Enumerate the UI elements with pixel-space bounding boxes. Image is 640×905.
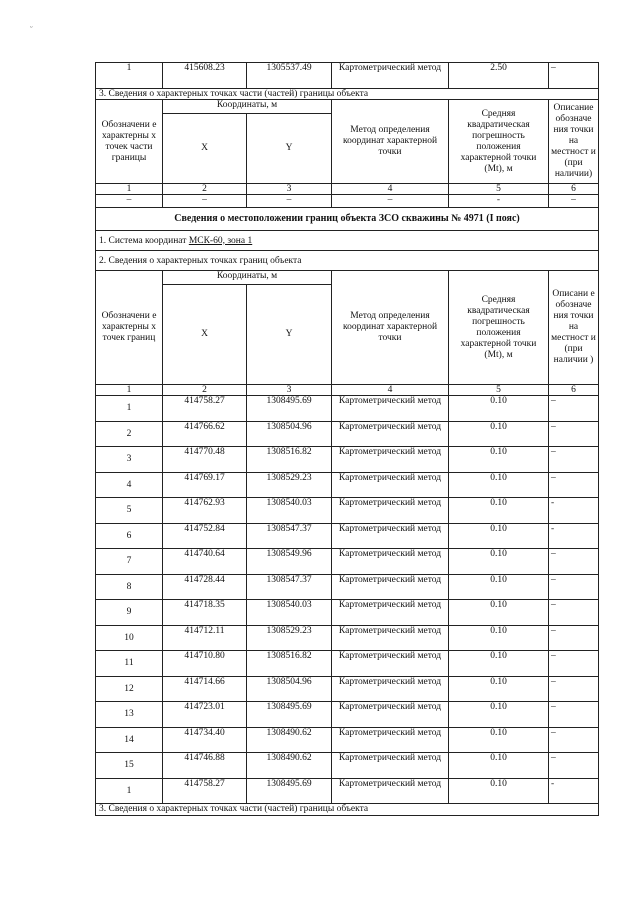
header-description: Описани е обозначе ния точки на местност и (при наличии ) — [549, 271, 599, 385]
header-designation: Обозначени е характерны х точек части границы — [96, 100, 163, 184]
description: – — [549, 600, 599, 626]
dash: – — [332, 195, 449, 208]
point-number: 6 — [96, 523, 163, 549]
header-coordinates: Координаты, м — [163, 271, 332, 285]
description: – — [549, 574, 599, 600]
point-number: 4 — [96, 472, 163, 498]
error-value: 0.10 — [449, 523, 549, 549]
table-row — [96, 498, 599, 524]
method: Картометрический метод — [332, 472, 449, 498]
colnum: 6 — [549, 184, 599, 195]
error-value: 0.10 — [449, 421, 549, 447]
coord-x: 414723.01 — [163, 702, 247, 728]
coord-x: 414758.27 — [163, 396, 247, 422]
coord-y: 1308504.96 — [247, 421, 332, 447]
method: Картометрический метод — [332, 625, 449, 651]
coord-x: 414766.62 — [163, 421, 247, 447]
method: Картометрический метод — [332, 63, 449, 89]
method: Картометрический метод — [332, 600, 449, 626]
description: – — [549, 753, 599, 779]
header-y: Y — [247, 114, 332, 184]
coord-x: 414734.40 — [163, 727, 247, 753]
description: – — [549, 727, 599, 753]
description: – — [549, 676, 599, 702]
table-row — [96, 63, 599, 89]
dash: - — [449, 195, 549, 208]
coord-y: 1308540.03 — [247, 498, 332, 524]
method: Картометрический метод — [332, 574, 449, 600]
header-error: Средняя квадратическая погрешность положения характерной точки (Мt), м — [449, 271, 549, 385]
coord-x: 415608.23 — [163, 63, 247, 89]
point-number: 12 — [96, 676, 163, 702]
error-value: 0.10 — [449, 472, 549, 498]
table-row — [96, 549, 599, 575]
point-number: 14 — [96, 727, 163, 753]
error-value: 0.10 — [449, 498, 549, 524]
coord-x: 414752.84 — [163, 523, 247, 549]
method: Картометрический метод — [332, 523, 449, 549]
error-value: 0.10 — [449, 727, 549, 753]
description: – — [549, 63, 599, 89]
error-value: 0.10 — [449, 447, 549, 473]
description: – — [549, 702, 599, 728]
description: - — [549, 778, 599, 804]
coord-x: 414740.64 — [163, 549, 247, 575]
coord-x: 414762.93 — [163, 498, 247, 524]
document-sheet — [95, 62, 598, 816]
coord-system-prefix: 1. Система координат — [99, 235, 189, 246]
coord-x: 414746.88 — [163, 753, 247, 779]
point-number: 2 — [96, 421, 163, 447]
point-number: 15 — [96, 753, 163, 779]
method: Картометрический метод — [332, 727, 449, 753]
dash-row — [96, 195, 599, 208]
coord-y: 1308504.96 — [247, 676, 332, 702]
column-numbers — [96, 385, 599, 396]
table-row — [96, 676, 599, 702]
method: Картометрический метод — [332, 651, 449, 677]
error-value: 0.10 — [449, 651, 549, 677]
table-row — [96, 574, 599, 600]
zso-title: Сведения о местоположении границ объекта ЗСО скважины № 4971 (I пояс) — [96, 208, 599, 231]
column-numbers — [96, 184, 599, 195]
coord-y: 1308549.96 — [247, 549, 332, 575]
coord-x: 414710.80 — [163, 651, 247, 677]
colnum: 4 — [332, 184, 449, 195]
point-number: 3 — [96, 447, 163, 473]
coord-y: 1308495.69 — [247, 778, 332, 804]
colnum: 5 — [449, 184, 549, 195]
table-row — [96, 523, 599, 549]
table-row — [96, 421, 599, 447]
error-value: 0.10 — [449, 600, 549, 626]
boundary-table — [95, 62, 599, 816]
section-heading-part: 3. Сведения о характерных точках части (частей) границы объекта — [96, 804, 599, 816]
section-heading-points: 2. Сведения о характерных точках границ объекта — [96, 251, 599, 271]
table-row — [96, 753, 599, 779]
coord-y: 1308516.82 — [247, 651, 332, 677]
section-heading-part: 3. Сведения о характерных точках части (частей) границы объекта — [96, 89, 599, 100]
dash: – — [247, 195, 332, 208]
coord-y: 1308547.37 — [247, 523, 332, 549]
coord-x: 414770.48 — [163, 447, 247, 473]
coord-y: 1308490.62 — [247, 727, 332, 753]
error-value: 0.10 — [449, 396, 549, 422]
colnum: 6 — [549, 385, 599, 396]
colnum: 4 — [332, 385, 449, 396]
table-row — [96, 472, 599, 498]
error-value: 0.10 — [449, 753, 549, 779]
colnum: 1 — [96, 385, 163, 396]
dash: – — [96, 195, 163, 208]
coord-y: 1308495.69 — [247, 702, 332, 728]
header-coordinates: Координаты, м — [163, 100, 332, 114]
method: Картометрический метод — [332, 498, 449, 524]
header-method: Метод определения координат характерной точки — [332, 100, 449, 184]
colnum: 2 — [163, 184, 247, 195]
coord-x: 414718.35 — [163, 600, 247, 626]
point-number: 9 — [96, 600, 163, 626]
point-number: 10 — [96, 625, 163, 651]
coord-y: 1308490.62 — [247, 753, 332, 779]
table-row — [96, 447, 599, 473]
method: Картометрический метод — [332, 702, 449, 728]
method: Картометрический метод — [332, 778, 449, 804]
description: – — [549, 396, 599, 422]
coord-x: 414769.17 — [163, 472, 247, 498]
error-value: 0.10 — [449, 778, 549, 804]
point-number: 1 — [96, 396, 163, 422]
error-value: 2.50 — [449, 63, 549, 89]
description: - — [549, 523, 599, 549]
coord-y: 1305537.49 — [247, 63, 332, 89]
error-value: 0.10 — [449, 676, 549, 702]
description: – — [549, 651, 599, 677]
description: – — [549, 447, 599, 473]
method: Картометрический метод — [332, 396, 449, 422]
colnum: 3 — [247, 385, 332, 396]
error-value: 0.10 — [449, 549, 549, 575]
coord-y: 1308529.23 — [247, 472, 332, 498]
header-designation: Обозначени е характерны х точек границ — [96, 271, 163, 385]
coordinate-system — [96, 231, 599, 251]
table-row — [96, 651, 599, 677]
point-number: 8 — [96, 574, 163, 600]
dash: – — [549, 195, 599, 208]
table-row — [96, 727, 599, 753]
header-x: X — [163, 114, 247, 184]
error-value: 0.10 — [449, 625, 549, 651]
colnum: 3 — [247, 184, 332, 195]
colnum: 1 — [96, 184, 163, 195]
method: Картометрический метод — [332, 753, 449, 779]
header-method: Метод определения координат характерной точки — [332, 271, 449, 385]
description: – — [549, 549, 599, 575]
point-number: 1 — [96, 778, 163, 804]
coord-x: 414728.44 — [163, 574, 247, 600]
table-row — [96, 396, 599, 422]
method: Картометрический метод — [332, 421, 449, 447]
description: - — [549, 498, 599, 524]
coord-y: 1308516.82 — [247, 447, 332, 473]
point-number: 11 — [96, 651, 163, 677]
coord-x: 414714.66 — [163, 676, 247, 702]
header-error: Средняя квадратическая погрешность положения характерной точки (Мt), м — [449, 100, 549, 184]
coord-system-value: МСК-60, зона 1 — [188, 235, 253, 246]
colnum: 5 — [449, 385, 549, 396]
method: Картометрический метод — [332, 549, 449, 575]
description: – — [549, 421, 599, 447]
table-row — [96, 778, 599, 804]
coord-x: 414712.11 — [163, 625, 247, 651]
points-body — [96, 396, 599, 804]
coord-y: 1308540.03 — [247, 600, 332, 626]
header-x: X — [163, 285, 247, 385]
coord-y: 1308547.37 — [247, 574, 332, 600]
dash: – — [163, 195, 247, 208]
table-row — [96, 702, 599, 728]
coord-y: 1308495.69 — [247, 396, 332, 422]
error-value: 0.10 — [449, 702, 549, 728]
colnum: 2 — [163, 385, 247, 396]
point-number: 7 — [96, 549, 163, 575]
description: – — [549, 472, 599, 498]
coord-y: 1308529.23 — [247, 625, 332, 651]
point-number: 13 — [96, 702, 163, 728]
point-number: 5 — [96, 498, 163, 524]
method: Картометрический метод — [332, 447, 449, 473]
table-row — [96, 625, 599, 651]
method: Картометрический метод — [332, 676, 449, 702]
header-y: Y — [247, 285, 332, 385]
description: – — [549, 625, 599, 651]
coord-x: 414758.27 — [163, 778, 247, 804]
table-row — [96, 600, 599, 626]
header-description: Описание обозначе ния точки на местност и (при наличии) — [549, 100, 599, 184]
point-number: 1 — [96, 63, 163, 89]
corner-mark: ᵕ — [30, 22, 33, 32]
error-value: 0.10 — [449, 574, 549, 600]
